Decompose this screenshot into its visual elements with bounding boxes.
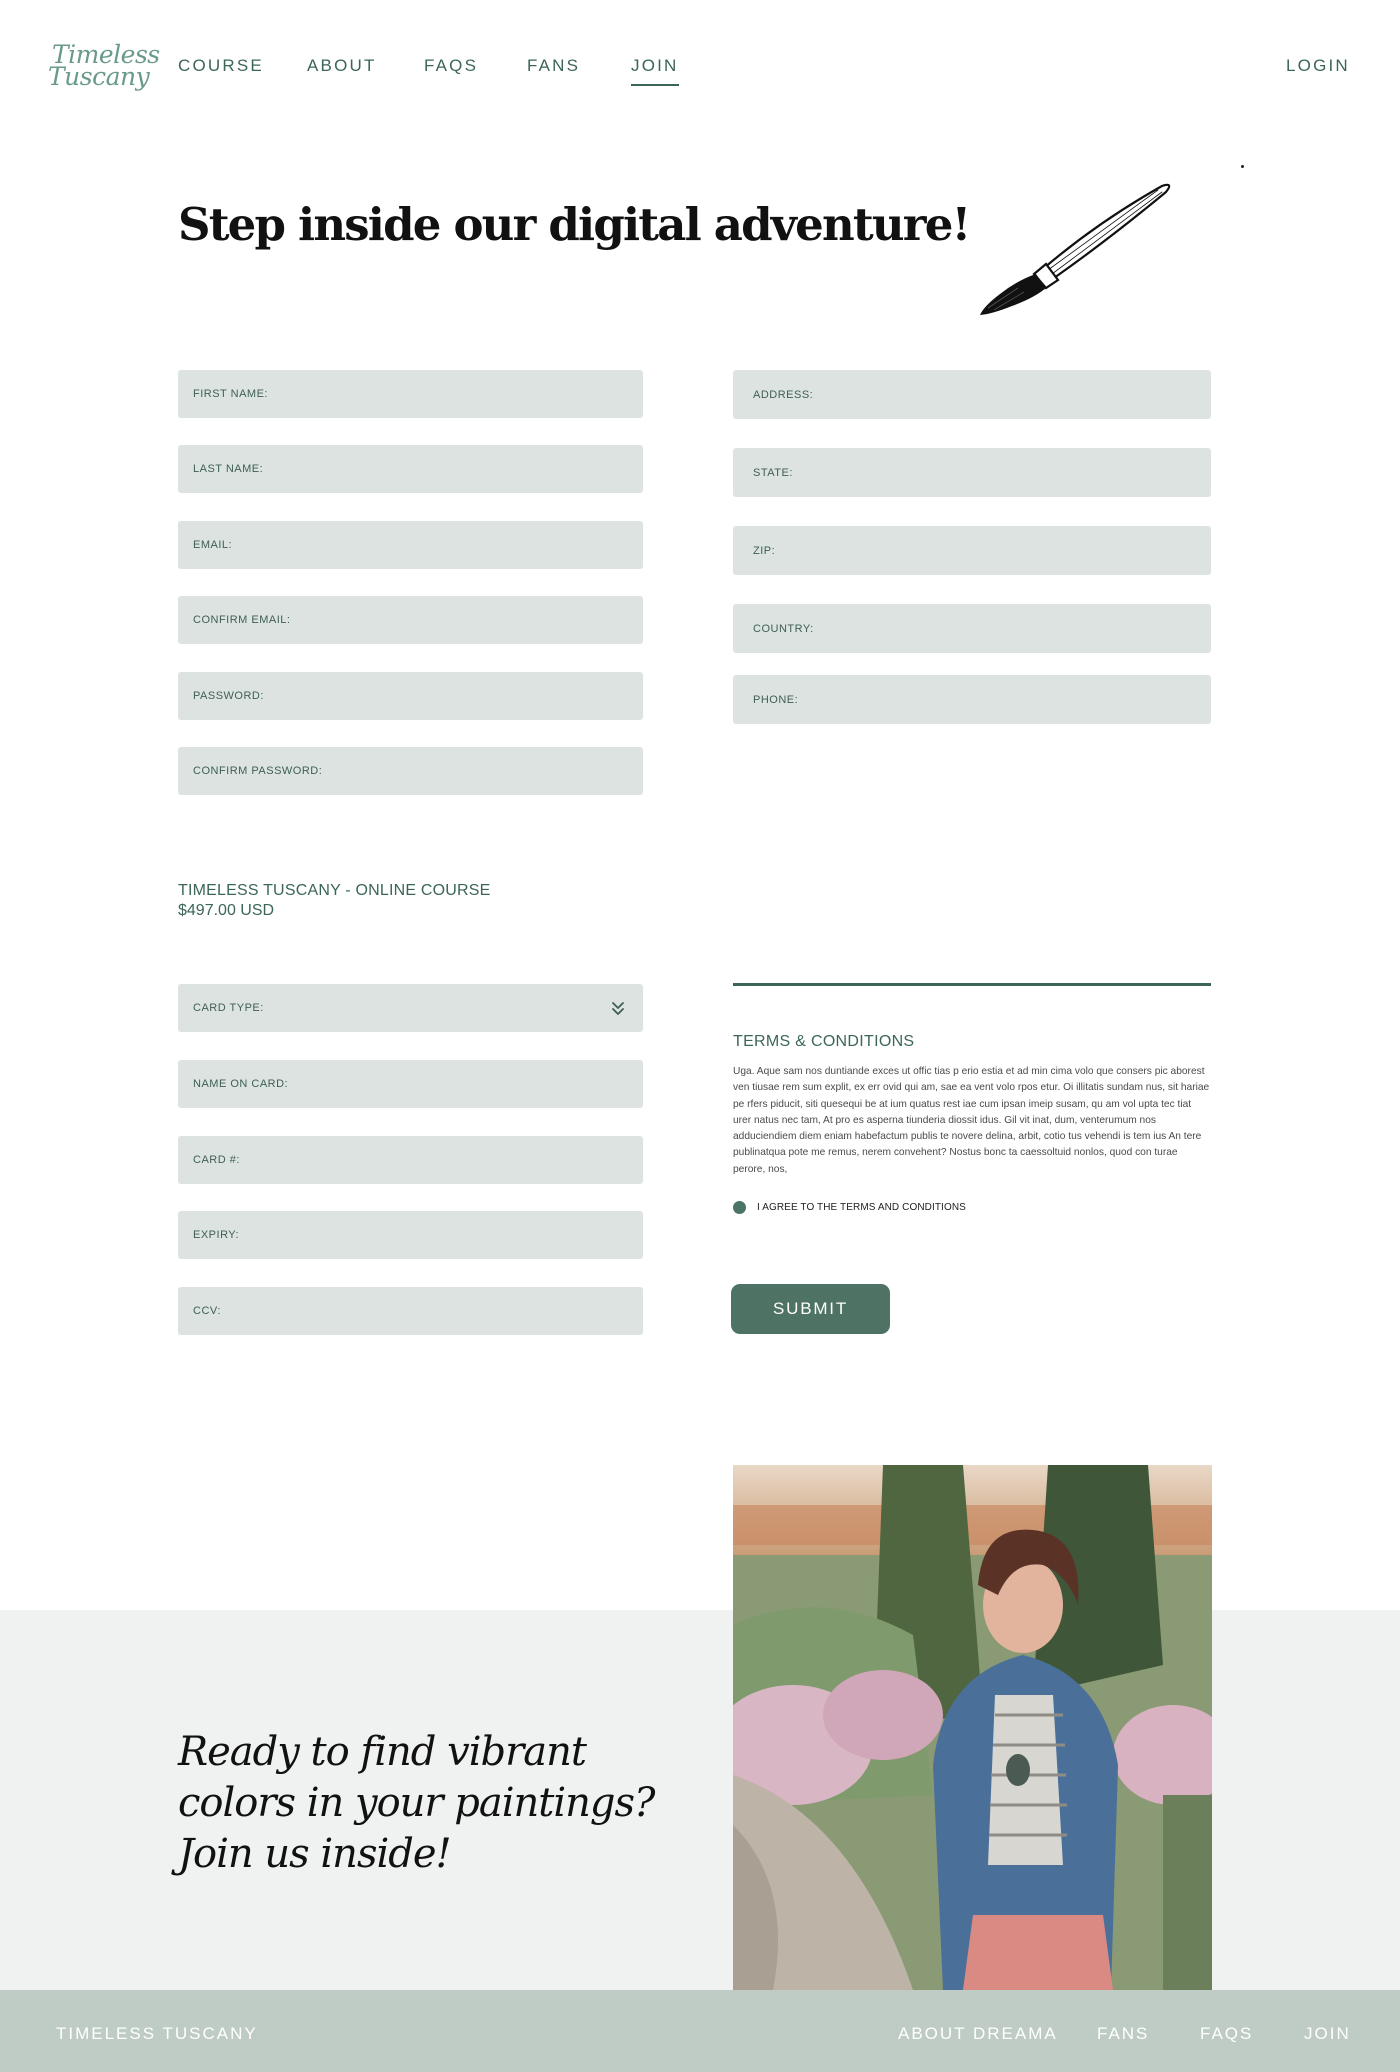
logo-line-1: Timeless <box>52 40 160 69</box>
address-field[interactable] <box>733 370 1211 419</box>
ccv-field[interactable] <box>178 1287 643 1335</box>
portrait-photo <box>733 1465 1212 1990</box>
nav-about-link[interactable]: ABOUT <box>307 56 377 75</box>
course-price: $497.00 USD <box>178 902 275 919</box>
cta-text <box>178 1727 654 1880</box>
first-name-label: FIRST NAME: <box>193 388 268 400</box>
logo[interactable] <box>46 40 160 98</box>
nav-login-link[interactable]: LOGIN <box>1286 56 1350 75</box>
first-name-field[interactable] <box>178 370 643 418</box>
country-field[interactable] <box>733 604 1211 653</box>
card-type-label: CARD TYPE: <box>193 1002 264 1014</box>
name-on-card-label: NAME ON CARD: <box>193 1078 289 1090</box>
cta-line-1: Ready to find vibrant <box>178 1729 586 1775</box>
agree-terms-label: I AGREE TO THE TERMS AND CONDITIONS <box>757 1201 966 1213</box>
password-field[interactable] <box>178 672 643 720</box>
paintbrush-icon <box>978 182 1178 317</box>
address-label: ADDRESS: <box>753 388 814 401</box>
terms-divider <box>733 983 1211 986</box>
top-nav <box>0 0 1400 130</box>
phone-label: PHONE: <box>753 693 799 706</box>
agree-terms-radio[interactable] <box>733 1200 966 1214</box>
ccv-label: CCV: <box>193 1305 221 1317</box>
nav-join-link[interactable]: JOIN <box>631 56 679 86</box>
email-field[interactable] <box>178 521 643 569</box>
course-name: TIMELESS TUSCANY - ONLINE COURSE <box>178 882 491 899</box>
phone-field[interactable] <box>733 675 1211 724</box>
submit-button[interactable]: SUBMIT <box>731 1284 890 1334</box>
page-title: Step inside our digital adventure! <box>178 198 970 251</box>
state-field[interactable] <box>733 448 1211 497</box>
footer-faqs-link[interactable]: FAQS <box>1200 2024 1254 2043</box>
footer-brand: TIMELESS TUSCANY <box>56 2024 258 2043</box>
cta-line-2: colors in your paintings? <box>178 1780 655 1826</box>
last-name-field[interactable] <box>178 445 643 493</box>
nav-faqs-link[interactable]: FAQS <box>424 56 479 75</box>
password-label: PASSWORD: <box>193 690 264 702</box>
expiry-label: EXPIRY: <box>193 1229 240 1241</box>
name-on-card-field[interactable] <box>178 1060 643 1108</box>
footer-join-link[interactable]: JOIN <box>1304 2024 1351 2043</box>
state-label: STATE: <box>753 466 793 479</box>
confirm-password-label: CONFIRM PASSWORD: <box>193 765 323 777</box>
terms-body: Uga. Aque sam nos duntiande exces ut offic tias p erio estia et ad min cima volo que consers pic aborest ven tiusae rem sum explit, ex err ovid qui am, sae ea vent volo rpos etur. Oi illitatis sundam nus, sit hariae pe rfers piducit, siti quesequi be at ium quatus rest iae cum ipsan imeip susam, qu am vol upta tec tiat urer natus nec tam, At pro es asperna tiunderia diossit idus. Gil vit inat, dum, venterumum nos adduciendiem diem eniam habefactum publis te novere delina, arbit, cotio tus vehendi is tem ius An tere publinatqua pote me remus, nerem convehent? Nostus bonc ta caessoltuid nonlos, quod con turae perore, nos, <box>733 1066 1210 1175</box>
logo-line-2: Tuscany <box>48 62 150 91</box>
decorative-dot <box>1241 165 1244 168</box>
footer-fans-link[interactable]: FANS <box>1097 2024 1150 2043</box>
confirm-email-label: CONFIRM EMAIL: <box>193 614 291 626</box>
terms-title: TERMS & CONDITIONS <box>733 1033 915 1050</box>
nav-fans-link[interactable]: FANS <box>527 56 581 75</box>
radio-dot-icon <box>733 1201 746 1214</box>
country-label: COUNTRY: <box>753 622 814 635</box>
footer <box>0 1990 1400 2072</box>
email-label: EMAIL: <box>193 539 233 551</box>
chevron-double-down-icon <box>611 1000 625 1016</box>
card-number-label: CARD #: <box>193 1154 240 1166</box>
confirm-password-field[interactable] <box>178 747 643 795</box>
confirm-email-field[interactable] <box>178 596 643 644</box>
expiry-field[interactable] <box>178 1211 643 1259</box>
card-number-field[interactable] <box>178 1136 643 1184</box>
zip-field[interactable] <box>733 526 1211 575</box>
cta-line-3: Join us inside! <box>178 1831 451 1877</box>
footer-about-link[interactable]: ABOUT DREAMA <box>898 2024 1058 2043</box>
nav-course-link[interactable]: COURSE <box>178 56 264 75</box>
card-type-select[interactable] <box>178 984 643 1032</box>
zip-label: ZIP: <box>753 544 776 557</box>
last-name-label: LAST NAME: <box>193 463 264 475</box>
